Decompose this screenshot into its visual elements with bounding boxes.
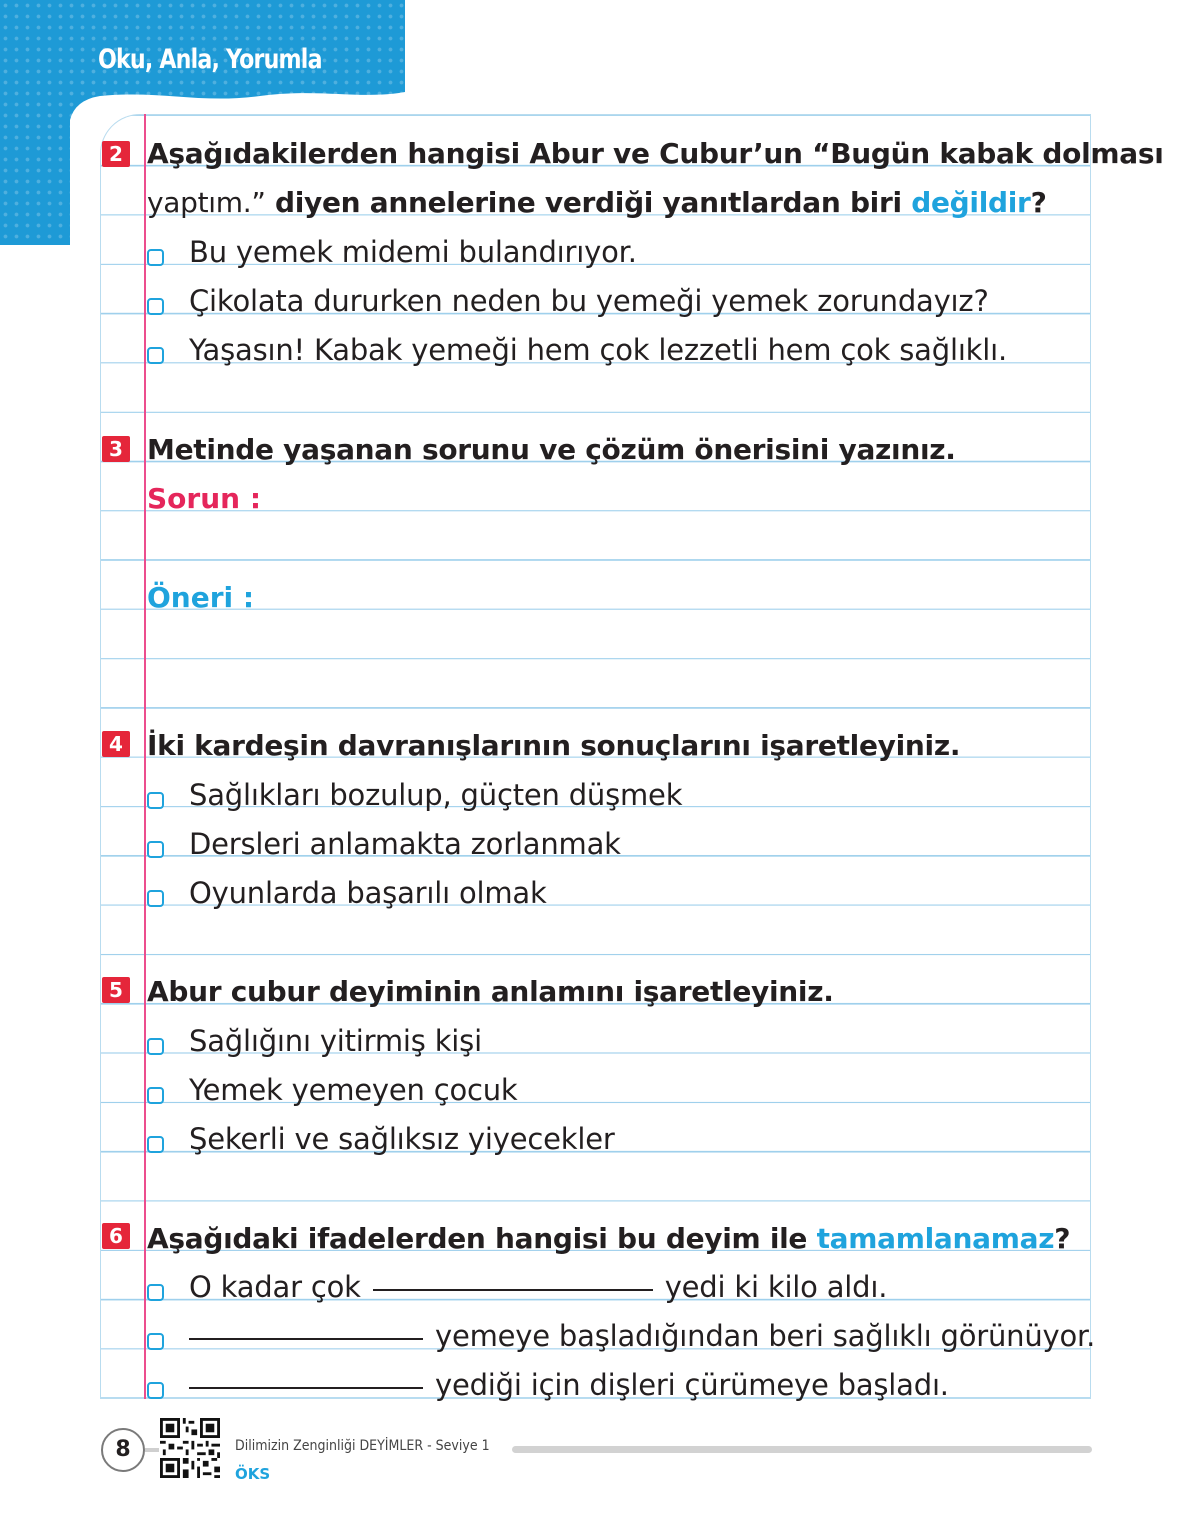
q6-option-1-label bbox=[189, 1270, 887, 1304]
q6-option-1-after: yedi ki kilo aldı. bbox=[664, 1270, 888, 1304]
checkbox-icon[interactable] bbox=[147, 1284, 164, 1301]
question-4-text: İki kardeşin davranışlarının sonuçlarını işaretleyiniz. bbox=[147, 729, 961, 762]
page-number-connector bbox=[145, 1448, 159, 1452]
section-title: Oku, Anla, Yorumla bbox=[98, 44, 322, 75]
oneri-label: Öneri : bbox=[147, 581, 255, 614]
fill-blank[interactable] bbox=[373, 1288, 653, 1291]
footer-bar bbox=[512, 1446, 1092, 1453]
q6-option-3-label bbox=[189, 1368, 949, 1402]
q2-option-3-label: Yaşasın! Kabak yemeği hem çok lezzetli hem çok sağlıklı. bbox=[189, 333, 1008, 367]
checkbox-icon[interactable] bbox=[147, 841, 164, 858]
question-2-keyword: değildir bbox=[911, 186, 1031, 219]
q6-option-2-after: yemeye başladığından beri sağlıklı görünüyor. bbox=[435, 1319, 1096, 1353]
question-3-text: Metinde yaşanan sorunu ve çözüm önerisini yazınız. bbox=[147, 433, 956, 466]
q4-option-2-label: Dersleri anlamakta zorlanmak bbox=[189, 827, 621, 861]
question-2-quote-end: yaptım.” bbox=[147, 186, 266, 219]
book-title: Dilimizin Zenginliği DEYİMLER - Seviye 1 bbox=[235, 1438, 490, 1454]
checkbox-icon[interactable] bbox=[147, 890, 164, 907]
qr-code-icon[interactable] bbox=[160, 1418, 220, 1478]
publisher-logo: ÖKS bbox=[235, 1465, 271, 1483]
page-number: 8 bbox=[101, 1428, 145, 1472]
question-2-line-1 bbox=[147, 137, 1164, 170]
question-2-line-2 bbox=[147, 186, 1047, 219]
checkbox-icon[interactable] bbox=[147, 298, 164, 315]
checkbox-icon[interactable] bbox=[147, 1038, 164, 1055]
q5-option-3-label: Şekerli ve sağlıksız yiyecekler bbox=[189, 1122, 615, 1156]
question-6-keyword: tamamlanamaz bbox=[816, 1222, 1055, 1255]
question-6-text: Aşağıdaki ifadelerden hangisi bu deyim ile bbox=[147, 1222, 817, 1255]
question-5-text: Abur cubur deyiminin anlamını işaretleyiniz. bbox=[147, 975, 834, 1008]
q6-option-1-before: O kadar çok bbox=[189, 1270, 361, 1304]
checkbox-icon[interactable] bbox=[147, 1087, 164, 1104]
q5-option-1-label: Sağlığını yitirmiş kişi bbox=[189, 1024, 482, 1058]
question-number-2: 2 bbox=[102, 141, 130, 167]
q2-option-1-label: Bu yemek midemi bulandırıyor. bbox=[189, 235, 637, 269]
question-6-line bbox=[147, 1222, 1070, 1255]
margin-line bbox=[144, 114, 146, 1399]
checkbox-icon[interactable] bbox=[147, 792, 164, 809]
checkbox-icon[interactable] bbox=[147, 1136, 164, 1153]
checkbox-icon[interactable] bbox=[147, 347, 164, 364]
question-2-mark: ? bbox=[1030, 186, 1047, 219]
question-number-3: 3 bbox=[102, 436, 130, 462]
question-number-6: 6 bbox=[102, 1223, 130, 1249]
question-2-text-line2: diyen annelerine verdiği yanıtlardan biri bbox=[265, 186, 912, 219]
checkbox-icon[interactable] bbox=[147, 1382, 164, 1399]
question-6-mark: ? bbox=[1054, 1222, 1071, 1255]
question-number-5: 5 bbox=[102, 977, 130, 1003]
checkbox-icon[interactable] bbox=[147, 249, 164, 266]
fill-blank[interactable] bbox=[189, 1386, 423, 1389]
q2-option-2-label: Çikolata dururken neden bu yemeği yemek zorundayız? bbox=[189, 284, 989, 318]
question-number-4: 4 bbox=[102, 731, 130, 757]
q6-option-2-label bbox=[189, 1319, 1095, 1353]
q5-option-2-label: Yemek yemeyen çocuk bbox=[189, 1073, 518, 1107]
question-2-text-line1: Aşağıdakilerden hangisi Abur ve Cubur’un “Bugün kabak dolması bbox=[147, 137, 1164, 170]
checkbox-icon[interactable] bbox=[147, 1333, 164, 1350]
q4-option-1-label: Sağlıkları bozulup, güçten düşmek bbox=[189, 778, 683, 812]
q4-option-3-label: Oyunlarda başarılı olmak bbox=[189, 876, 547, 910]
fill-blank[interactable] bbox=[189, 1337, 423, 1340]
q6-option-3-after: yediği için dişleri çürümeye başladı. bbox=[435, 1368, 949, 1402]
sorun-label: Sorun : bbox=[147, 482, 262, 515]
